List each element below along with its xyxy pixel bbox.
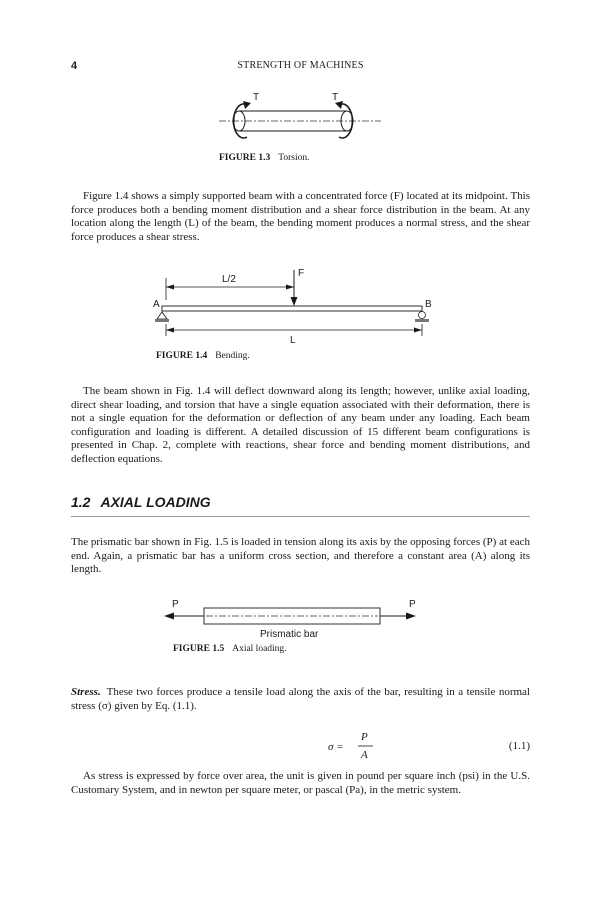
section-heading	[71, 494, 530, 517]
paragraph: The beam shown in Fig. 1.4 will deflect downward along its length; however, unlike axial loading, direct shear loading, and torsion that have a single equation associated with their deformation, there is not a single equation for the deformation or deflection of any beam under any loading. Each beam configuration and loading is different. A detailed discussion of 15 different beam configurations is presented in Chap. 2, complete with reactions, shear force and bending moment distributions, and deflection equations.	[71, 385, 530, 465]
figure-axial-loading	[160, 596, 430, 642]
caption-text: Bending.	[215, 351, 250, 361]
force-label: F	[298, 268, 305, 279]
force-arrowhead	[291, 297, 298, 306]
axial-arrowhead-left	[164, 613, 174, 620]
half-length-arrowhead-left	[166, 285, 174, 290]
running-header	[71, 60, 530, 74]
torque-arrowhead-left	[243, 101, 251, 109]
figure-1-4-caption	[156, 351, 250, 361]
paragraph: As stress is expressed by force over area, the unit is given in pound per square inch (psi) in the U.S. Customary System, and in newton per square meter, or pascal (Pa), in the metric system.	[71, 770, 530, 796]
paragraph: The prismatic bar shown in Fig. 1.5 is loaded in tension along its axis by the opposing forces (P) at each end. Again, a prismatic bar has a uniform cross section, and therefore a constant area (A) along its length.	[71, 536, 530, 575]
figure-torsion	[215, 88, 385, 150]
paragraph-text: These two forces produce a tensile load along the axis of the bar, resulting in a tensile normal stress (σ) given by Eq. (1.1).	[71, 686, 530, 712]
run-in-heading: Stress.	[71, 686, 101, 698]
torque-label-left: T	[253, 92, 260, 103]
figure-bending	[150, 262, 440, 352]
caption-number: FIGURE 1.4	[156, 351, 208, 361]
caption-text: Axial loading.	[232, 644, 287, 654]
page-number: 4	[71, 60, 78, 72]
caption-number: FIGURE 1.3	[219, 153, 271, 163]
roller-support-b	[419, 312, 426, 319]
axial-arrowhead-right	[406, 613, 416, 620]
torque-label-right: T	[332, 92, 339, 103]
figure-1-3-caption	[219, 153, 309, 163]
section-title: AXIAL LOADING	[100, 494, 211, 510]
equation-fraction	[328, 728, 398, 768]
half-length-arrowhead-right	[286, 285, 294, 290]
paragraph: Figure 1.4 shows a simply supported beam with a concentrated force (F) located at its midpoint. This force produces both a bending moment distribution and a shear force distribution in the beam. At any location along the length (L) of the beam, the bending moment produces a normal stress, and the shear force produces a shear stress.	[71, 190, 530, 243]
equation-lhs: σ =	[328, 741, 344, 753]
ground-hatch-a	[155, 319, 169, 322]
caption-number: FIGURE 1.5	[173, 644, 225, 654]
length-arrowhead-left	[166, 328, 174, 333]
length-label: L	[290, 335, 296, 346]
force-label-right: P	[409, 599, 416, 610]
equation-number: (1.1)	[508, 740, 530, 752]
caption-text: Torsion.	[278, 153, 310, 163]
running-title: STRENGTH OF MACHINES	[237, 60, 364, 71]
paragraph	[71, 686, 530, 713]
section-number: 1.2	[71, 494, 91, 510]
half-length-label: L/2	[222, 274, 236, 285]
equation-numerator: P	[361, 731, 368, 743]
support-label-b: B	[425, 299, 432, 310]
force-label-left: P	[172, 599, 179, 610]
beam	[162, 306, 422, 311]
bar-label: Prismatic bar	[260, 629, 319, 640]
ground-hatch-b	[415, 319, 429, 322]
figure-1-5-caption	[173, 644, 287, 654]
equation-denominator: A	[361, 749, 368, 761]
equation	[71, 728, 530, 768]
length-arrowhead-right	[414, 328, 422, 333]
pin-support-a	[157, 312, 167, 319]
support-label-a: A	[153, 299, 160, 310]
